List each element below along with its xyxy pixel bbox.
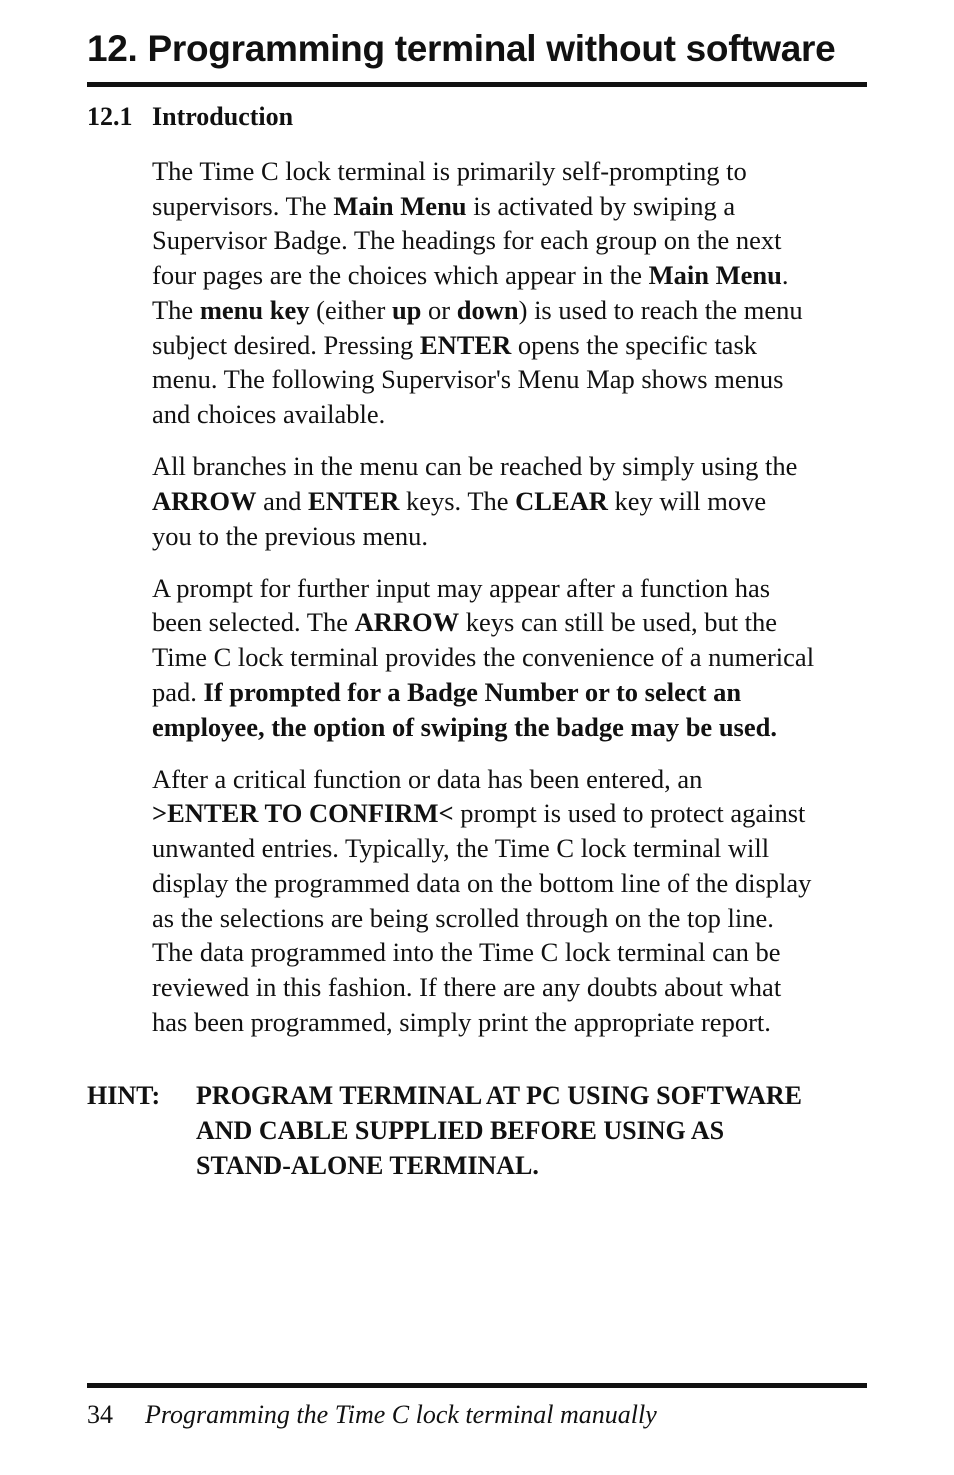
text-line: Supervisor Badge. The headings for each group on the next [152, 225, 782, 256]
paragraph-3 [152, 571, 868, 745]
text-line: After a critical function or data has been entered, an [152, 763, 703, 794]
text-line: >ENTER TO CONFIRM< prompt is used to protect against [152, 798, 806, 829]
bold-term: ARROW [152, 485, 257, 516]
text-line: been selected. The ARROW keys can still be used, but the [152, 607, 778, 638]
text-line: supervisors. The Main Menu is activated by swiping a [152, 190, 736, 221]
bold-term: ENTER [419, 329, 512, 360]
hint-line: PROGRAM TERMINAL AT PC USING SOFTWARE [196, 1081, 803, 1110]
text-line: All branches in the menu can be reached by simply using the [152, 451, 798, 482]
bold-term: Main Menu [333, 190, 467, 221]
text-line: as the selections are being scrolled through on the top line. [152, 902, 774, 933]
text-line: subject desired. Pressing ENTER opens the specific task [152, 329, 758, 360]
text-line: The data programmed into the Time C lock terminal can be [152, 937, 781, 968]
running-title: Programming the Time C lock terminal manually [145, 1400, 657, 1429]
section-title: Introduction [152, 102, 294, 131]
text-line: A prompt for further input may appear after a function has [152, 572, 771, 603]
text-line: ARROW and ENTER keys. The CLEAR key will move [152, 485, 767, 516]
bold-term: >ENTER TO CONFIRM< [152, 798, 454, 829]
bold-term: down [456, 294, 519, 325]
bold-term: ENTER [308, 485, 400, 516]
text-line: Time C lock terminal provides the convenience of a numerical [152, 642, 815, 673]
paragraph-4 [152, 762, 868, 1040]
text-line: reviewed in this fashion. If there are any doubts about what [152, 971, 782, 1002]
hint-label: HINT: [87, 1081, 161, 1110]
bold-term: menu key [199, 294, 310, 325]
hint-line: AND CABLE SUPPLIED BEFORE USING AS [196, 1116, 725, 1145]
bold-text: employee, the option of swiping the badge may be used. [152, 711, 777, 742]
text-line: The menu key (either up or down) is used to reach the menu [152, 294, 803, 325]
text-line: The Time C lock terminal is primarily self-prompting to [152, 156, 747, 186]
text-line: four pages are the choices which appear in the Main Menu. [152, 260, 789, 291]
hint-text [196, 1078, 802, 1183]
bold-term: Main Menu [648, 260, 782, 291]
text-line: you to the previous menu. [152, 520, 428, 551]
bold-term: ARROW [354, 607, 460, 638]
bold-text: If prompted for a Badge Number or to select an [203, 676, 742, 707]
section-number: 12.1 [87, 102, 133, 131]
section-heading [87, 102, 293, 132]
page-number: 34 [87, 1400, 113, 1429]
chapter-title: 12. Programming terminal without software [87, 28, 836, 69]
text-line [152, 710, 868, 745]
text-line: menu. The following Supervisor's Menu Map shows menus [152, 364, 784, 395]
footer-rule [87, 1383, 867, 1388]
text-line: unwanted entries. Typically, the Time C lock terminal will [152, 833, 770, 864]
text-line: and choices available. [152, 398, 386, 429]
text-line: display the programmed data on the bottom line of the display [152, 867, 812, 898]
text-line: pad. If prompted for a Badge Number or to select an [152, 676, 742, 707]
paragraph-2 [152, 449, 868, 553]
hint-line: STAND-ALONE TERMINAL. [196, 1151, 539, 1180]
header-rule [87, 82, 867, 87]
bold-term: CLEAR [515, 485, 608, 516]
text-line: has been programmed, simply print the appropriate report. [152, 1006, 771, 1037]
bold-term: up [391, 294, 422, 325]
body-text [152, 154, 868, 1057]
page-footer [87, 1400, 657, 1430]
paragraph-1 [152, 154, 868, 432]
